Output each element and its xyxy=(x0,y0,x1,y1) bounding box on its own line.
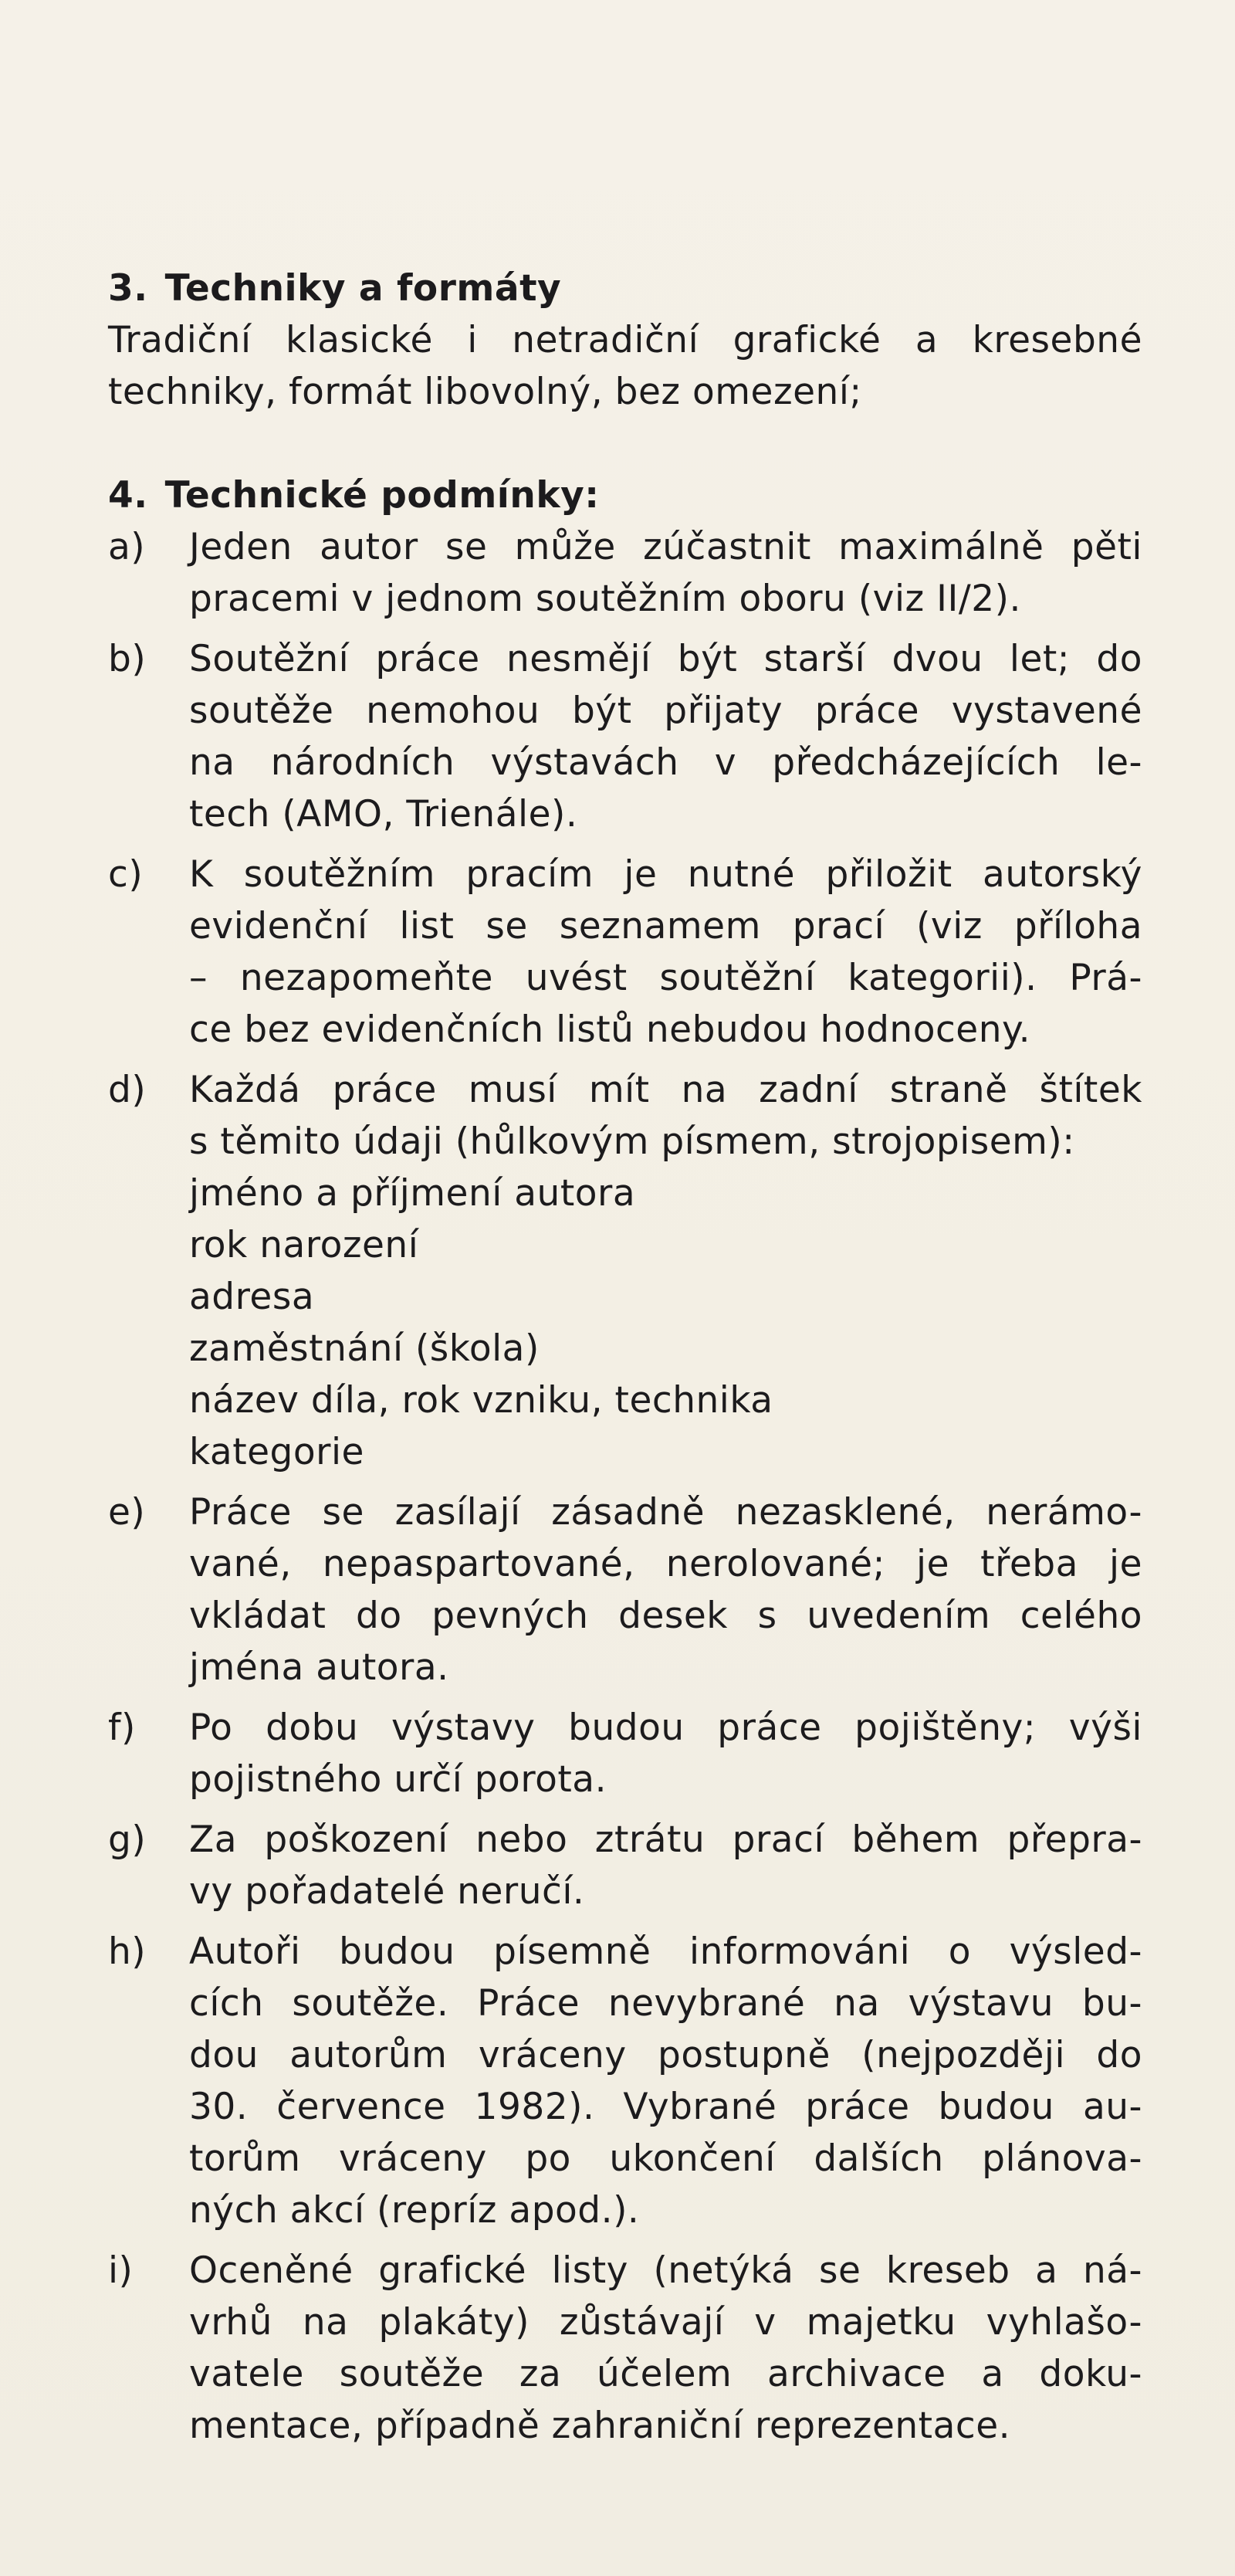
text-line: Autoři budou písemně informováni o výsled- xyxy=(189,1930,1142,1973)
section-4-title: Technické podmínky: xyxy=(164,474,600,517)
text-line: vrhů na plakáty) zůstávají v majetku vyhlašo- xyxy=(189,2301,1142,2344)
text-line: vkládat do pevných desek s uvedením celého xyxy=(189,1595,1142,1637)
list-item-c xyxy=(108,849,1142,1056)
section-3-title: Techniky a formáty xyxy=(164,267,562,310)
list-item-f xyxy=(108,1702,1142,1805)
item-text xyxy=(189,1064,1142,1478)
item-text xyxy=(189,521,1142,625)
text-line: jména autora. xyxy=(189,1646,449,1689)
text-line: adresa xyxy=(189,1276,315,1318)
text-line: ce bez evidenčních listů nebudou hodnoceny. xyxy=(189,1008,1031,1051)
item-text xyxy=(189,1814,1142,1917)
list-item-i xyxy=(108,2245,1142,2452)
text-line: Za poškození nebo ztrátu prací během přepra- xyxy=(189,1818,1142,1861)
list-item-h xyxy=(108,1926,1142,2236)
text-line: na národních výstavách v předcházejících le- xyxy=(189,741,1142,784)
text-line: 30. července 1982). Vybrané práce budou au- xyxy=(189,2086,1142,2128)
text-line: název díla, rok vzniku, technika xyxy=(189,1379,773,1422)
text-line: vatele soutěže za účelem archivace a doku- xyxy=(189,2353,1142,2395)
item-marker: i) xyxy=(108,2249,134,2292)
item-text xyxy=(189,1486,1142,1693)
list-item-d xyxy=(108,1064,1142,1478)
item-marker: a) xyxy=(108,526,146,568)
list-item-g xyxy=(108,1814,1142,1917)
text-line: techniky, formát libovolný, bez omezení; xyxy=(108,371,862,413)
text-line: Práce se zasílají zásadně nezasklené, nerámo- xyxy=(189,1491,1142,1534)
text-line: rok narození xyxy=(189,1224,419,1266)
section-3-heading xyxy=(108,263,1142,314)
text-line: jméno a příjmení autora xyxy=(189,1172,636,1215)
list-item-b xyxy=(108,633,1142,840)
text-line: soutěže nemohou být přijaty práce vystavené xyxy=(189,690,1142,732)
item-marker: c) xyxy=(108,853,144,896)
text-line: Oceněné grafické listy (netýká se kreseb a ná- xyxy=(189,2249,1142,2292)
text-line: Každá práce musí mít na zadní straně štítek xyxy=(189,1069,1142,1111)
text-line: Tradiční klasické i netradiční grafické a kresebné xyxy=(108,319,1142,361)
item-marker: d) xyxy=(108,1069,147,1111)
item-text xyxy=(189,633,1142,840)
section-spacer xyxy=(108,418,1142,469)
text-line: vy pořadatelé neručí. xyxy=(189,1870,585,1913)
text-line: – nezapomeňte uvést soutěžní kategorii). Prá- xyxy=(189,957,1142,999)
text-line: mentace, případně zahraniční reprezentace. xyxy=(189,2405,1011,2447)
text-line: kategorie xyxy=(189,1431,364,1473)
text-line: Po dobu výstavy budou práce pojištěny; výši xyxy=(189,1707,1142,1749)
text-line: K soutěžním pracím je nutné přiložit autorský xyxy=(189,853,1142,896)
section-4-heading xyxy=(108,469,1142,521)
item-marker: f) xyxy=(108,1707,136,1749)
text-line: vané, nepaspartované, nerolované; je třeba je xyxy=(189,1543,1142,1585)
item-text xyxy=(189,1702,1142,1805)
text-line: torům vráceny po ukončení dalších plánova- xyxy=(189,2137,1142,2180)
item-marker: g) xyxy=(108,1818,147,1861)
item-text xyxy=(189,1926,1142,2236)
item-marker: h) xyxy=(108,1930,147,1973)
section-3-text xyxy=(108,314,1142,418)
text-line: dou autorům vráceny postupně (nejpozději do xyxy=(189,2034,1142,2076)
text-line: pojistného určí porota. xyxy=(189,1758,607,1801)
item-marker: e) xyxy=(108,1491,146,1534)
text-line: Jeden autor se může zúčastnit maximálně pěti xyxy=(189,526,1142,568)
item-text xyxy=(189,2245,1142,2452)
section-4-number: 4. xyxy=(108,474,148,517)
text-line: tech (AMO, Trienále). xyxy=(189,793,578,836)
text-line: cích soutěže. Práce nevybrané na výstavu bu- xyxy=(189,1982,1142,2025)
list-item-a xyxy=(108,521,1142,625)
item-text xyxy=(189,849,1142,1056)
text-line: evidenční list se seznamem prací (viz příloha xyxy=(189,905,1142,947)
list-item-e xyxy=(108,1486,1142,1693)
text-line: s těmito údaji (hůlkovým písmem, strojopisem): xyxy=(189,1120,1075,1163)
item-marker: b) xyxy=(108,638,147,680)
section-3-number: 3. xyxy=(108,267,148,310)
text-line: zaměstnání (škola) xyxy=(189,1327,540,1370)
document-content xyxy=(108,263,1142,2460)
text-line: ných akcí (repríz apod.). xyxy=(189,2189,640,2232)
text-line: pracemi v jednom soutěžním oboru (viz II/2). xyxy=(189,578,1021,620)
text-line: Soutěžní práce nesmějí být starší dvou let; do xyxy=(189,638,1142,680)
